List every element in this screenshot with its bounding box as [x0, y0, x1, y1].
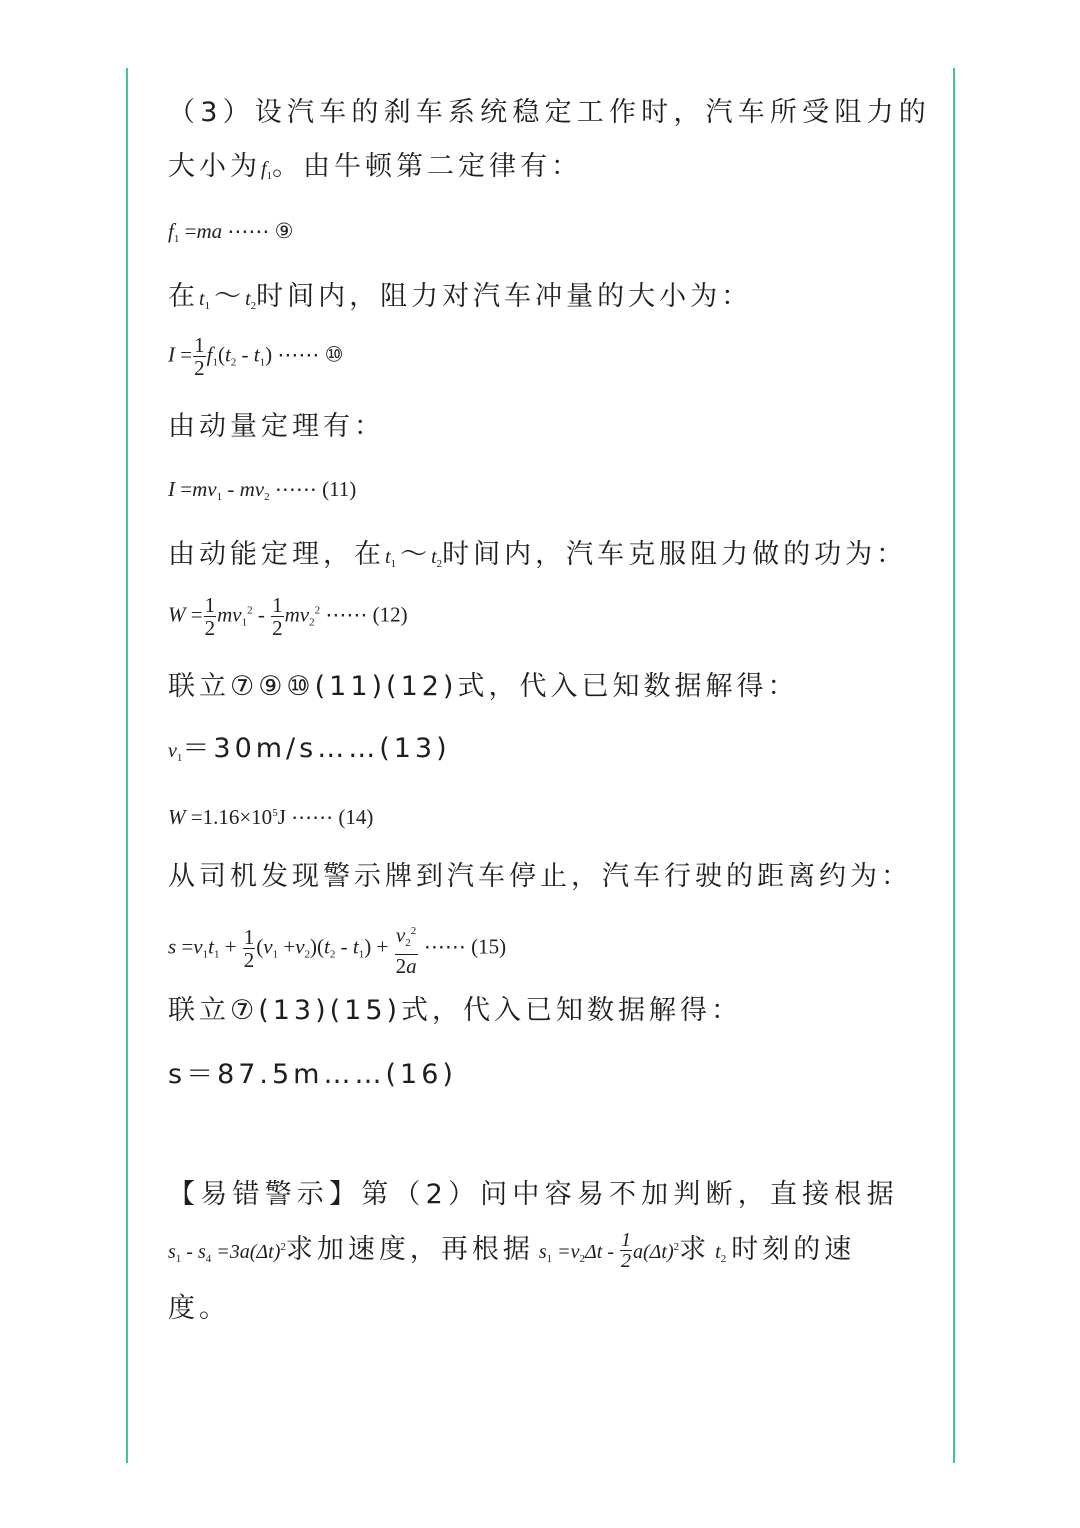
text-line-6: 联立⑦⑨⑩(11)(12)式，代入已知数据解得：	[168, 671, 799, 702]
text-line-2: 大小为$f_1$。由牛顿第二定律有：	[168, 151, 583, 182]
warning-line-3: 度。	[168, 1293, 230, 1324]
warning-line-1: 【易错警示】第（2）问中容易不加判断，直接根据	[168, 1179, 899, 1210]
text-line-8: 从司机发现警示牌到汽车停止，汽车行驶的距离约为：	[168, 861, 912, 892]
equation-10: I = $\frac{1}{2}$ $f_1(t_2 - t_1)$ ⋯⋯ ⑩	[168, 333, 344, 380]
text-line-9: 联立⑦(13)(15)式，代入已知数据解得：	[168, 995, 743, 1026]
text-line-7: $v_1=30m/s\dots\dots(13)$	[168, 733, 451, 764]
equation-14: $W =1.16\times 10^5J$ ⋯⋯ (14)	[168, 805, 374, 829]
warning-line-2: $s_1 - s_4 =3a(\Delta t)^2$求加速度，再根据 $s_1 =v_2\Delta t$ - $\frac{1}{2}$ $a(\Delta t)^2$求 $t_2$ 时刻的速	[168, 1229, 856, 1272]
text-line-5: 由动能定理，在$t_1$ ～ $t_2$时间内，汽车克服阻力做的功为：	[168, 539, 908, 570]
right-border-line	[953, 68, 955, 1463]
equation-15: $s =v_1t_1$ + $\frac{1}{2}$ $(v_1 +v_2)(t_2 - t_1)$ + $\frac{v_2^2}{2a}$ ⋯⋯ (15)	[168, 920, 506, 977]
text-line-10: s＝87.5m……(16)	[168, 1059, 457, 1090]
text-line-1: （3）设汽车的刹车系统稳定工作时，汽车所受阻力的	[168, 97, 931, 128]
left-border-line	[126, 68, 128, 1463]
text-line-4: 由动量定理有：	[168, 411, 385, 442]
equation-12: W = $\frac{1}{2}$ $mv_1^2$ - $\frac{1}{2}$ $mv_2^2$ ⋯⋯ (12)	[168, 593, 408, 640]
equation-9: $f_1 =ma$ ⋯⋯ ⑨	[168, 219, 294, 245]
equation-11: $I =mv_1 - mv_2$ ⋯⋯ (11)	[168, 477, 357, 503]
text-line-3: 在$t_1$ ～ $t_2$时间内，阻力对汽车冲量的大小为：	[168, 281, 753, 312]
